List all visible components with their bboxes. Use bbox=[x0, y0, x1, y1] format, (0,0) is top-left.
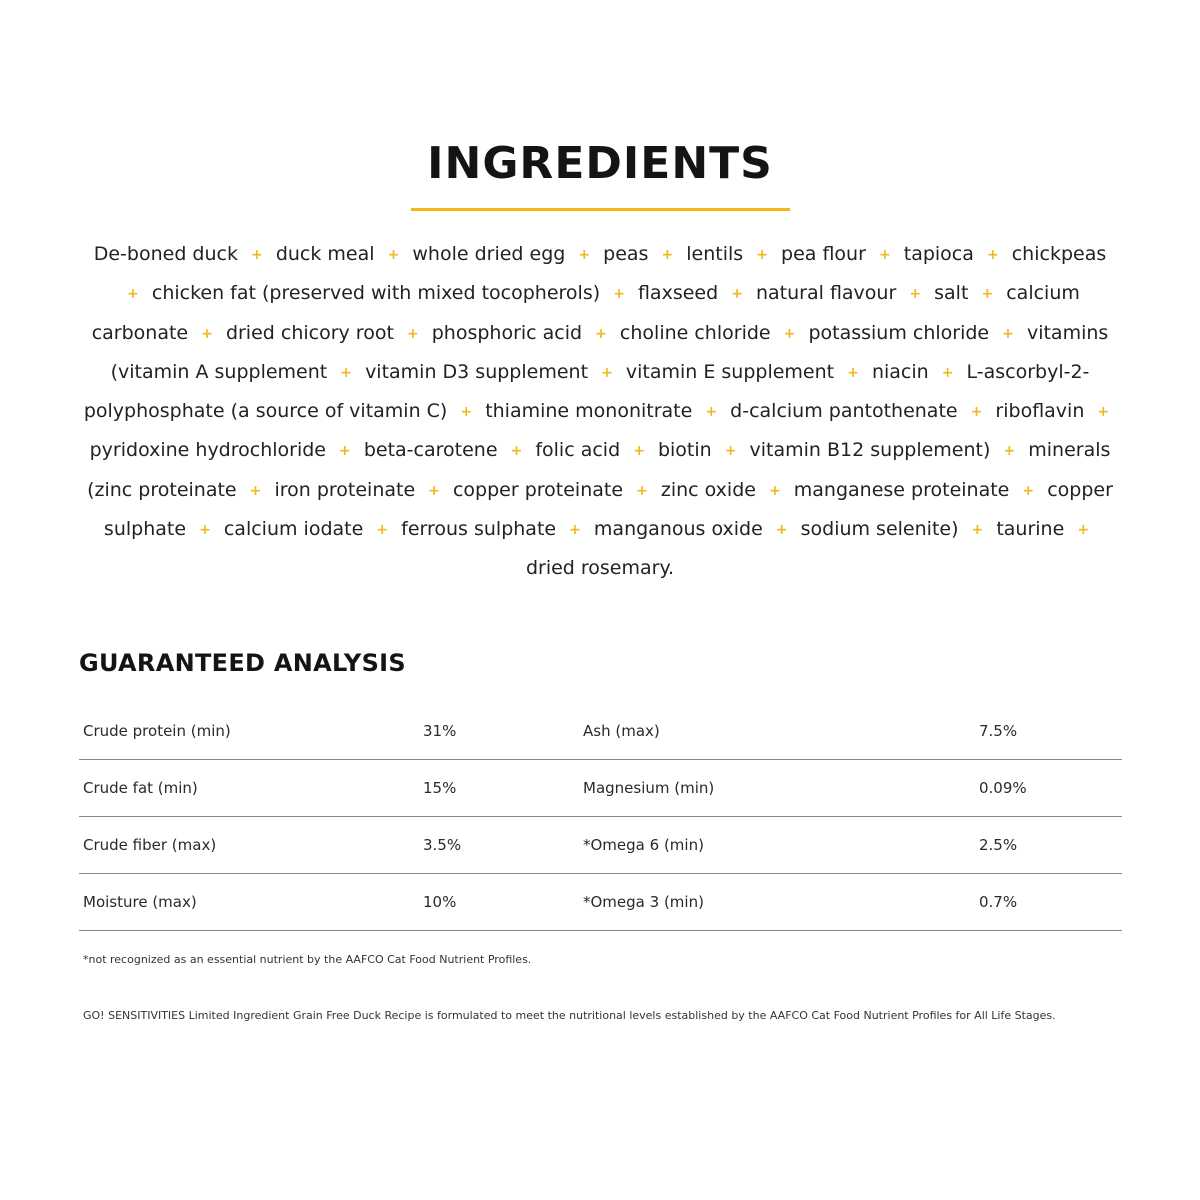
plus-separator-icon: + bbox=[340, 364, 353, 381]
ingredient-item: minerals (zinc proteinate bbox=[87, 439, 1111, 501]
ingredient-item: calcium carbonate bbox=[91, 282, 1080, 344]
nutrient-label: Magnesium (min) bbox=[583, 760, 913, 817]
plus-separator-icon: + bbox=[569, 522, 581, 539]
table-row bbox=[79, 817, 1122, 874]
plus-separator-icon: + bbox=[251, 247, 263, 263]
ingredient-item: choline chloride bbox=[619, 321, 771, 344]
plus-separator-icon: + bbox=[970, 404, 983, 421]
plus-separator-icon: + bbox=[769, 482, 781, 499]
nutrient-label: *Omega 3 (min) bbox=[583, 874, 913, 931]
nutrient-value: 2.5% bbox=[913, 817, 1122, 874]
plus-separator-icon: + bbox=[595, 325, 607, 342]
plus-separator-icon: + bbox=[460, 404, 473, 421]
plus-separator-icon: + bbox=[339, 443, 351, 460]
plus-separator-icon: + bbox=[199, 522, 211, 539]
ingredient-item: pyridoxine hydrochloride bbox=[89, 439, 326, 462]
ingredient-item: lentils bbox=[686, 243, 744, 265]
ingredient-item: riboflavin bbox=[995, 400, 1085, 423]
plus-separator-icon: + bbox=[971, 522, 984, 539]
plus-separator-icon: + bbox=[775, 522, 788, 539]
ingredient-item: zinc oxide bbox=[660, 478, 756, 501]
ingredient-item: vitamin E supplement bbox=[625, 360, 835, 383]
plus-separator-icon: + bbox=[847, 364, 859, 381]
title-underline bbox=[411, 208, 790, 211]
plus-separator-icon: + bbox=[1022, 482, 1035, 499]
nutrient-value: 10% bbox=[423, 874, 583, 931]
ingredient-item: L-ascorbyl-2-polyphosphate (a source of vitamin C) bbox=[83, 360, 1090, 423]
ingredient-item: whole dried egg bbox=[412, 243, 566, 265]
plus-separator-icon: + bbox=[601, 364, 613, 381]
nutrient-label: Moisture (max) bbox=[79, 874, 423, 931]
ingredient-item: copper sulphate bbox=[103, 478, 1113, 541]
ingredient-item: salt bbox=[934, 282, 969, 305]
plus-separator-icon: + bbox=[387, 247, 400, 263]
plus-separator-icon: + bbox=[578, 247, 591, 263]
ingredient-item: dried rosemary. bbox=[525, 557, 675, 580]
plus-separator-icon: + bbox=[909, 286, 922, 303]
ingredients-list bbox=[80, 236, 1120, 588]
ingredient-item: iron proteinate bbox=[274, 478, 416, 501]
nutrient-value: 7.5% bbox=[913, 703, 1122, 760]
ingredient-item: taurine bbox=[996, 518, 1065, 541]
ingredient-item: chicken fat (preserved with mixed tocopherols) bbox=[151, 282, 601, 305]
nutrient-label: Crude fiber (max) bbox=[79, 817, 423, 874]
ingredient-item: De-boned duck bbox=[93, 243, 238, 265]
ingredient-item: peas bbox=[603, 243, 649, 265]
nutrient-label: *Omega 6 (min) bbox=[583, 817, 913, 874]
ingredient-item: vitamins (vitamin A supplement bbox=[110, 321, 1109, 383]
ingredient-item: thiamine mononitrate bbox=[485, 400, 693, 423]
plus-separator-icon: + bbox=[724, 443, 737, 460]
nutrient-value: 0.09% bbox=[913, 760, 1122, 817]
table-row bbox=[79, 874, 1122, 931]
ingredient-item: copper proteinate bbox=[452, 478, 624, 501]
ingredient-item: manganese proteinate bbox=[793, 478, 1010, 501]
nutrient-value: 3.5% bbox=[423, 817, 583, 874]
ingredients-title: INGREDIENTS bbox=[427, 138, 773, 189]
plus-separator-icon: + bbox=[878, 247, 891, 263]
ingredient-item: duck meal bbox=[275, 243, 375, 265]
plus-separator-icon: + bbox=[510, 443, 523, 460]
ingredient-item: beta-carotene bbox=[363, 439, 498, 462]
table-row bbox=[79, 703, 1122, 760]
ingredient-item: calcium iodate bbox=[223, 518, 364, 541]
plus-separator-icon: + bbox=[1097, 404, 1110, 421]
ingredient-item: vitamin B12 supplement) bbox=[749, 439, 991, 462]
ingredient-item: natural flavour bbox=[756, 282, 897, 305]
plus-separator-icon: + bbox=[705, 404, 718, 421]
ingredient-item: chickpeas bbox=[1011, 243, 1107, 265]
guaranteed-analysis-table bbox=[79, 703, 1122, 931]
ingredient-item: flaxseed bbox=[637, 282, 719, 305]
ingredient-item: d-calcium pantothenate bbox=[730, 400, 958, 423]
plus-separator-icon: + bbox=[249, 482, 262, 499]
ingredient-item: manganous oxide bbox=[593, 518, 763, 541]
plus-separator-icon: + bbox=[406, 325, 419, 342]
ingredient-item: vitamin D3 supplement bbox=[365, 360, 589, 383]
nutrient-label: Crude protein (min) bbox=[79, 703, 423, 760]
ingredient-item: niacin bbox=[871, 360, 929, 383]
plus-separator-icon: + bbox=[201, 325, 213, 342]
nutrient-value: 0.7% bbox=[913, 874, 1122, 931]
plus-separator-icon: + bbox=[633, 443, 645, 460]
guaranteed-analysis-title: GUARANTEED ANALYSIS bbox=[79, 649, 406, 677]
nutrient-label: Crude fat (min) bbox=[79, 760, 423, 817]
aafco-footnote: *not recognized as an essential nutrient by the AAFCO Cat Food Nutrient Profiles. bbox=[83, 953, 532, 966]
plus-separator-icon: + bbox=[613, 286, 625, 303]
plus-separator-icon: + bbox=[731, 286, 743, 303]
plus-separator-icon: + bbox=[941, 364, 954, 381]
nutrient-value: 15% bbox=[423, 760, 583, 817]
ingredient-item: phosphoric acid bbox=[431, 321, 583, 344]
ingredient-item: biotin bbox=[657, 439, 712, 462]
ingredient-item: potassium chloride bbox=[808, 321, 990, 344]
table-row bbox=[79, 760, 1122, 817]
ingredient-item: folic acid bbox=[535, 439, 621, 462]
plus-separator-icon: + bbox=[1003, 443, 1016, 460]
plus-separator-icon: + bbox=[661, 247, 674, 263]
plus-separator-icon: + bbox=[756, 247, 768, 263]
plus-separator-icon: + bbox=[981, 286, 994, 303]
plus-separator-icon: + bbox=[636, 482, 648, 499]
plus-separator-icon: + bbox=[783, 325, 796, 342]
plus-separator-icon: + bbox=[986, 247, 999, 263]
ingredient-item: tapioca bbox=[903, 243, 974, 265]
nutrient-label: Ash (max) bbox=[583, 703, 913, 760]
plus-separator-icon: + bbox=[1002, 325, 1014, 342]
ingredient-item: pea flour bbox=[781, 243, 866, 265]
ingredient-item: sodium selenite) bbox=[800, 518, 959, 541]
ingredient-item: dried chicory root bbox=[225, 321, 394, 344]
nutrient-value: 31% bbox=[423, 703, 583, 760]
plus-separator-icon: + bbox=[1077, 522, 1090, 539]
plus-separator-icon: + bbox=[428, 482, 440, 499]
plus-separator-icon: + bbox=[127, 286, 139, 303]
plus-separator-icon: + bbox=[376, 522, 389, 539]
ingredient-item: ferrous sulphate bbox=[401, 518, 557, 541]
nutritional-adequacy-statement: GO! SENSITIVITIES Limited Ingredient Grain Free Duck Recipe is formulated to meet the nutritional levels established by the AAFCO Cat Food Nutrient Profiles for All Life Stages. bbox=[83, 1009, 1056, 1022]
